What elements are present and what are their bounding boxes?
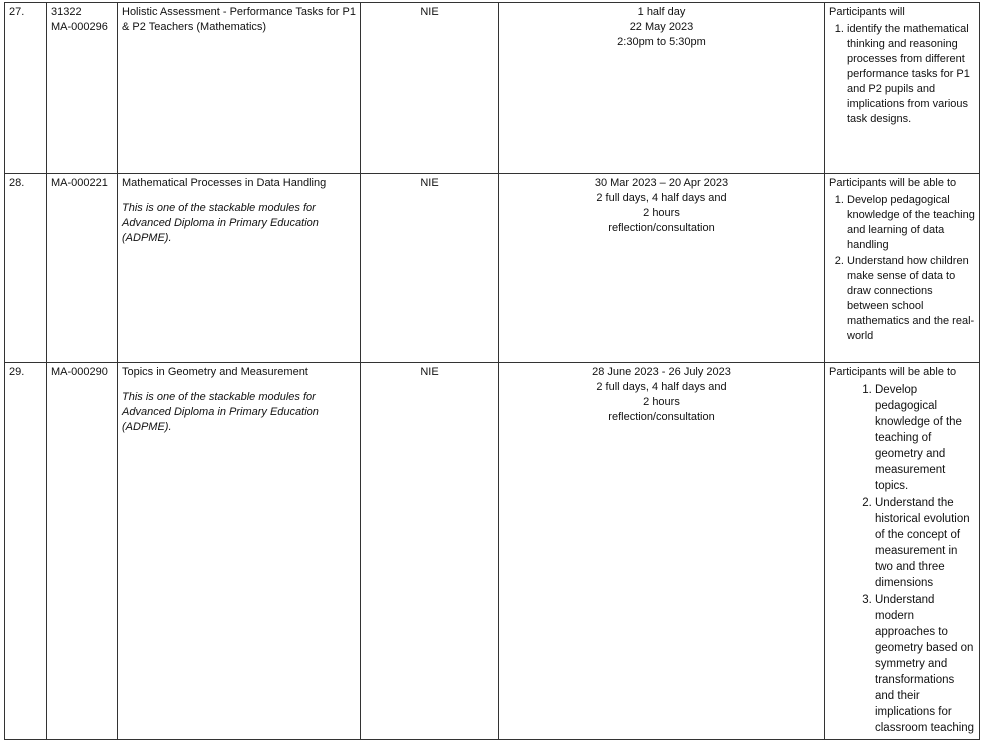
objective-item: 2. Understand how children make sense of data to draw connections between school mathematics and the real-world bbox=[847, 254, 975, 344]
objectives-intro: Participants will be able to bbox=[829, 366, 957, 378]
table-row bbox=[5, 363, 980, 740]
course-code-line: MA-000221 bbox=[51, 177, 108, 189]
course-code-line: 31322 bbox=[51, 6, 82, 18]
provider: NIE bbox=[361, 363, 499, 740]
course-title: Mathematical Processes in Data Handling bbox=[122, 177, 327, 189]
schedule-line: 2 hours bbox=[643, 207, 680, 219]
provider: NIE bbox=[361, 3, 499, 174]
schedule-line: reflection/consultation bbox=[608, 222, 715, 234]
objective-item: 1. Develop pedagogical knowledge of the teaching of geometry and measurement topics. bbox=[875, 382, 975, 494]
course-code bbox=[47, 174, 118, 363]
schedule-line: 30 Mar 2023 – 20 Apr 2023 bbox=[594, 177, 729, 189]
objective-item: 3. Understand modern approaches to geometry based on symmetry and transformations and their implications for classroom teaching bbox=[875, 592, 975, 736]
objectives-list bbox=[829, 193, 975, 344]
schedule-line: 2:30pm to 5:30pm bbox=[617, 36, 706, 48]
objectives-intro: Participants will be able to bbox=[829, 177, 957, 189]
row-number: 28. bbox=[5, 174, 47, 363]
provider: NIE bbox=[361, 174, 499, 363]
course-title: Topics in Geometry and Measurement bbox=[122, 366, 308, 378]
course-code bbox=[47, 3, 118, 174]
schedule-line: 22 May 2023 bbox=[629, 21, 694, 33]
schedule-line: 1 half day bbox=[637, 6, 686, 18]
objectives-list bbox=[829, 382, 975, 736]
course-title: Holistic Assessment - Performance Tasks for P1 & P2 Teachers (Mathematics) bbox=[122, 6, 356, 33]
row-number: 29. bbox=[5, 363, 47, 740]
objectives bbox=[825, 174, 980, 363]
row-number: 27. bbox=[5, 3, 47, 174]
course-code-line: MA-000296 bbox=[51, 21, 108, 33]
course-note: This is one of the stackable modules for Advanced Diploma in Primary Education (ADPME). bbox=[122, 391, 319, 433]
table-row bbox=[5, 3, 980, 174]
objectives bbox=[825, 363, 980, 740]
schedule bbox=[499, 363, 825, 740]
schedule-line: 2 full days, 4 half days and bbox=[596, 381, 727, 393]
course-code-line: MA-000290 bbox=[51, 366, 108, 378]
objectives-intro: Participants will bbox=[829, 6, 905, 18]
objective-item: 1. Develop pedagogical knowledge of the teaching and learning of data handling bbox=[847, 193, 975, 253]
schedule-line: 2 hours bbox=[643, 396, 680, 408]
course-title-cell bbox=[118, 363, 361, 740]
course-code bbox=[47, 363, 118, 740]
schedule-line: 28 June 2023 - 26 July 2023 bbox=[592, 366, 731, 378]
schedule-line: 2 full days, 4 half days and bbox=[596, 192, 727, 204]
objectives bbox=[825, 3, 980, 174]
schedule-line: reflection/consultation bbox=[608, 411, 715, 423]
table-row bbox=[5, 174, 980, 363]
course-title-cell bbox=[118, 174, 361, 363]
course-note: This is one of the stackable modules for Advanced Diploma in Primary Education (ADPME). bbox=[122, 202, 319, 244]
objective-item: 2. Understand the historical evolution of the concept of measurement in two and three dimensions bbox=[875, 495, 975, 591]
schedule bbox=[499, 174, 825, 363]
objectives-list bbox=[829, 22, 975, 127]
course-title-cell bbox=[118, 3, 361, 174]
schedule bbox=[499, 3, 825, 174]
objective-item: 1. identify the mathematical thinking and reasoning processes from different performance tasks for P1 and P2 pupils and implications from various task designs. bbox=[847, 22, 975, 127]
course-table bbox=[4, 2, 980, 740]
